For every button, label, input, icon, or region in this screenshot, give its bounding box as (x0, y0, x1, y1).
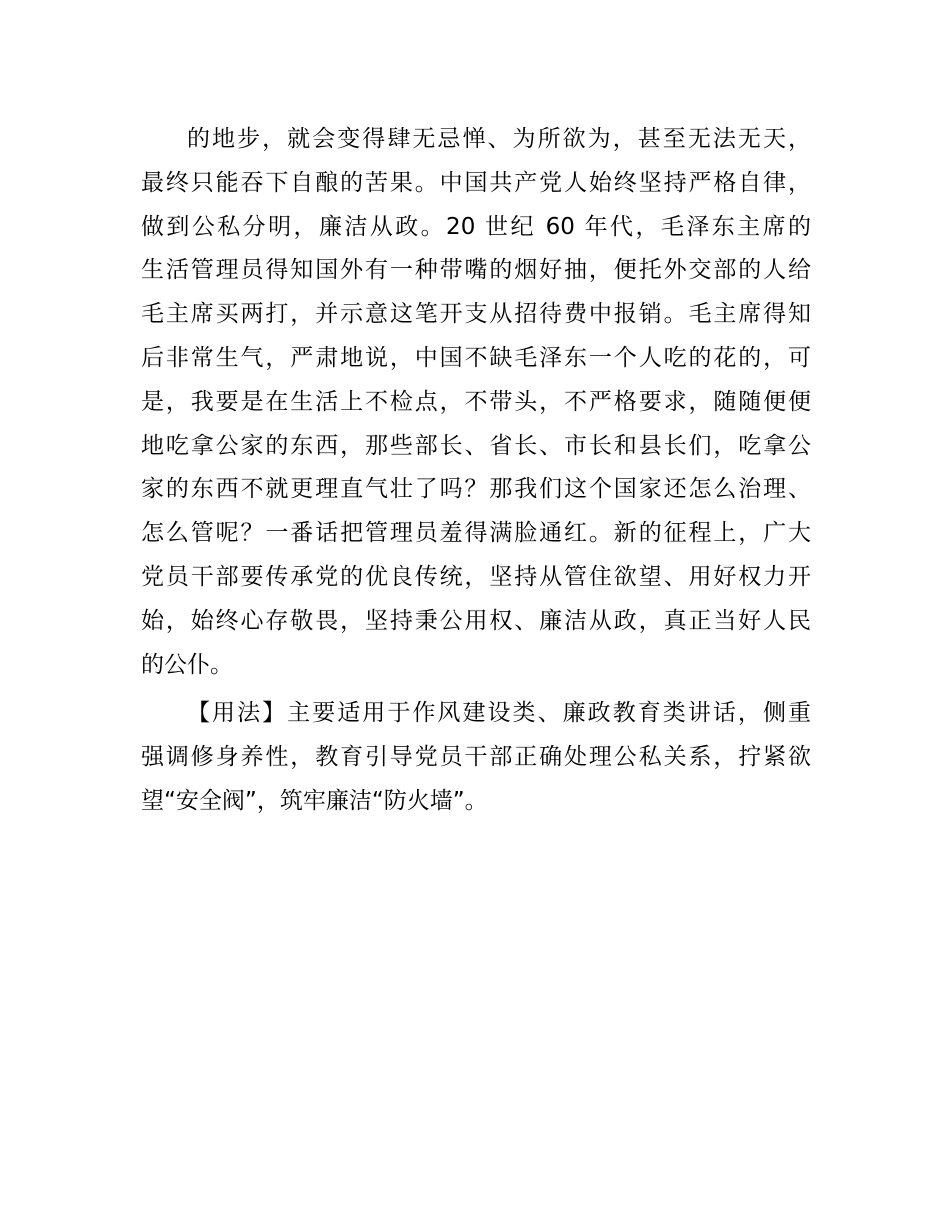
paragraph-line: 望“安全阀”，筑牢廉洁“防火墙”。 (141, 787, 488, 814)
paragraph-line: 强调修身养性，教育引导党员干部正确处理公私关系，拧紧欲 (141, 743, 811, 770)
paragraph-line: 【用法】主要适用于作风建设类、廉政教育类讲话，侧重 (187, 700, 811, 726)
paragraph-line: 的公仆。 (141, 651, 233, 678)
paragraph-line: 是，我要是在生活上不检点，不带头，不严格要求，随随便便 (141, 388, 811, 415)
paragraph-line: 后非常生气，严肃地说，中国不缺毛泽东一个人吃的花的，可 (141, 344, 811, 371)
paragraph-line: 党员干部要传承党的优良传统，坚持从管住欲望、用好权力开 (141, 563, 811, 590)
paragraph-line: 家的东西不就更理直气壮了吗？那我们这个国家还怎么治理、 (141, 476, 811, 503)
paragraph-line: 地吃拿公家的东西，那些部长、省长、市长和县长们，吃拿公 (141, 432, 811, 459)
body-paragraph-1 (141, 118, 811, 687)
usage-paragraph (141, 692, 811, 823)
paragraph-line: 始，始终心存敬畏，坚持秉公用权、廉洁从政，真正当好人民 (141, 607, 811, 634)
paragraph-line: 怎么管呢？一番话把管理员羞得满脸通红。新的征程上，广大 (141, 520, 811, 547)
paragraph-line: 的地步，就会变得肆无忌惮、为所欲为，甚至无法无天， (187, 126, 811, 152)
paragraph-line: 做到公私分明，廉洁从政。20 世纪 60 年代，毛泽东主席的 (141, 213, 811, 240)
paragraph-line: 生活管理员得知国外有一种带嘴的烟好抽，便托外交部的人给 (141, 257, 811, 284)
paragraph-line: 毛主席买两打，并示意这笔开支从招待费中报销。毛主席得知 (141, 301, 811, 328)
paragraph-line: 最终只能吞下自酿的苦果。中国共产党人始终坚持严格自律， (141, 169, 811, 196)
